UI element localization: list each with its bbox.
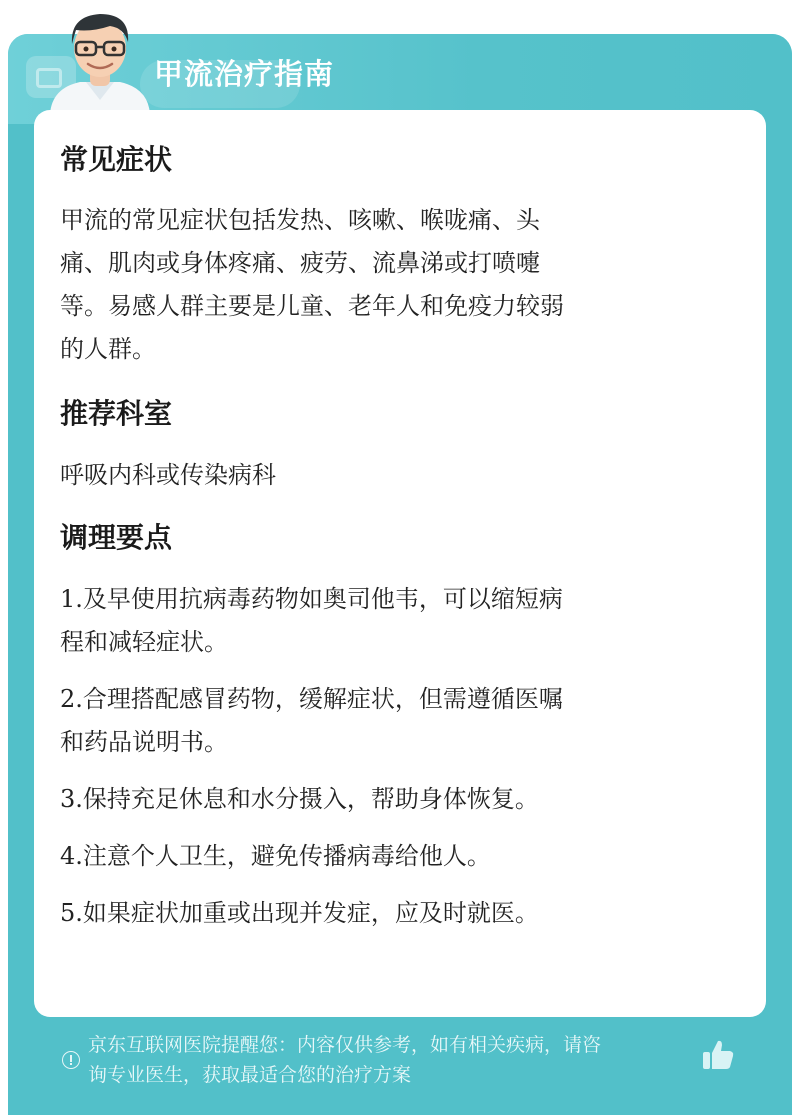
section-title-care: 调理要点 (60, 521, 173, 554)
care-item-text: 如果症状加重或出现并发症，应及时就医。 (82, 899, 539, 927)
care-item-text: 合理搭配感冒药物，缓解症状，但需遵循医嘱 (82, 685, 563, 713)
page-title: 甲流治疗指南 (154, 57, 335, 91)
department-text: 呼吸内科或传染病科 (60, 461, 276, 489)
care-item-line (60, 578, 730, 621)
care-item (60, 835, 730, 878)
care-item-line: 和药品说明书。 (60, 728, 228, 756)
care-item-number: 5. (60, 899, 83, 927)
care-item-text: 保持充足休息和水分摄入，帮助身体恢复。 (82, 785, 539, 813)
care-item-line (60, 892, 730, 935)
doctor-avatar (44, 8, 156, 114)
care-item-line (60, 678, 730, 721)
care-item-number: 1. (60, 585, 83, 613)
section-title-department: 推荐科室 (60, 397, 173, 430)
footer-disclaimer (88, 1030, 698, 1090)
care-item (60, 892, 730, 935)
care-item-line (60, 778, 730, 821)
care-item (60, 778, 730, 821)
care-item-line: 程和减轻症状。 (60, 628, 228, 656)
thumbs-up-icon[interactable] (700, 1037, 736, 1073)
symptoms-text (60, 199, 730, 371)
footer-line: 京东互联网医院提醒您：内容仅供参考，如有相关疾病，请咨 (88, 1034, 602, 1056)
care-item-line (60, 835, 730, 878)
care-item (60, 578, 730, 664)
symptoms-line: 等。易感人群主要是儿童、老年人和免疫力较弱 (60, 292, 564, 320)
footer-line: 询专业医生，获取最适合您的治疗方案 (88, 1064, 412, 1086)
symptoms-line: 甲流的常见症状包括发热、咳嗽、喉咙痛、头 (60, 206, 540, 234)
symptoms-line: 的人群。 (60, 335, 156, 363)
symptoms-line: 痛、肌肉或身体疼痛、疲劳、流鼻涕或打喷嚏 (60, 249, 540, 277)
section-title-symptoms: 常见症状 (60, 143, 173, 176)
care-item-number: 4. (60, 842, 83, 870)
care-item-number: 2. (60, 685, 83, 713)
info-circle-icon (62, 1051, 80, 1069)
care-item-number: 3. (60, 785, 83, 813)
care-item-text: 及早使用抗病毒药物如奥司他韦，可以缩短病 (82, 585, 563, 613)
care-item-text: 注意个人卫生，避免传播病毒给他人。 (82, 842, 491, 870)
care-item (60, 678, 730, 764)
